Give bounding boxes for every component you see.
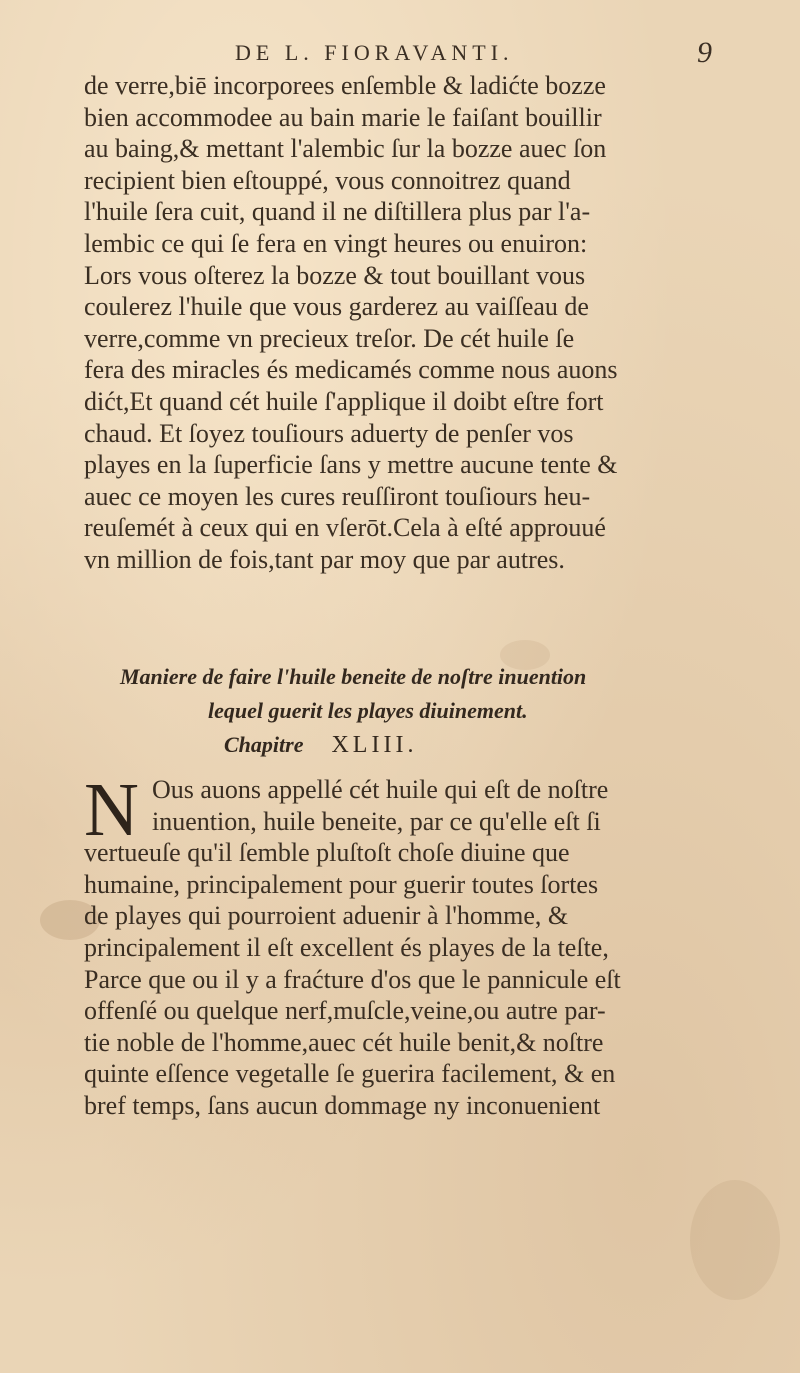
text-line: playes en la ſuperficie ſans y mettre aucune tente & xyxy=(84,450,618,480)
running-head: DE L. FIORAVANTI. xyxy=(235,40,514,65)
text-line: vn million de fois,tant par moy que par autres. xyxy=(84,544,565,574)
text-line: dićt,Et quand cét huile ſ'applique il doibt eſtre fort xyxy=(84,386,604,416)
text-line: inuention, huile beneite, par ce qu'elle eſt ſi xyxy=(152,806,601,836)
text-line: bref temps, ſans aucun dommage ny inconuenient xyxy=(84,1090,601,1120)
chapter-title-line-2: lequel guerit les playes diuinement. xyxy=(208,698,528,723)
page-header xyxy=(0,36,800,74)
text-line: de verre,biē incorporees enſemble & ladićte bozze xyxy=(84,71,606,100)
paper-stain xyxy=(690,1180,780,1300)
paragraph-2 xyxy=(84,768,734,1122)
text-line: lembic ce qui ſe fera en vingt heures ou enuiron: xyxy=(84,228,588,258)
text-line: reuſemét à ceux qui en vſerōt.Cela à eſté approuué xyxy=(84,513,606,543)
text-line: fera des miracles és medicamés comme nous auons xyxy=(84,355,618,385)
chapter-number-line xyxy=(0,728,800,762)
paragraph-1 xyxy=(84,70,734,576)
text-line: Parce que ou il y a fraćture d'os que le pannicule eſt xyxy=(84,964,621,994)
text-line: chaud. Et ſoyez touſiours aduerty de penſer vos xyxy=(84,418,574,448)
text-line: tie noble de l'homme,auec cét huile benit,& noſtre xyxy=(84,1027,604,1057)
chapter-number: XLIII. xyxy=(331,732,418,758)
drop-cap: N xyxy=(84,768,139,852)
text-line: auec ce moyen les cures reuſſiront touſiours heu- xyxy=(84,481,591,511)
text-line: Lors vous oſterez la bozze & tout bouillant vous xyxy=(84,260,586,290)
text-line: coulerez l'huile que vous garderez au vaiſſeau de xyxy=(84,292,589,322)
text-line: bien accommodee au bain marie le faiſant bouillir xyxy=(84,102,602,132)
text-line: recipient bien eſtouppé, vous connoitrez quand xyxy=(84,165,571,195)
text-line: quinte eſſence vegetalle ſe guerira facilement, & en xyxy=(84,1059,616,1089)
text-line: au baing,& mettant l'alembic ſur la bozze auec ſon xyxy=(84,134,607,164)
text-line: offenſé ou quelque nerf,muſcle,veine,ou autre par- xyxy=(84,996,606,1026)
chapter-label: Chapitre xyxy=(224,732,304,757)
text-line: de playes qui pourroient aduenir à l'homme, & xyxy=(84,901,569,931)
page-number: 9 xyxy=(697,36,712,69)
text-line: vertueuſe qu'il ſemble pluſtoſt choſe diuine que xyxy=(84,838,570,868)
text-line: verre,comme vn precieux treſor. De cét huile ſe xyxy=(84,323,575,353)
text-line: l'huile ſera cuit, quand il ne diſtillera plus par l'a- xyxy=(84,197,591,227)
text-line: principalement il eſt excellent és playes de la teſte, xyxy=(84,932,609,962)
chapter-title-line-1: Maniere de faire l'huile beneite de noſtre inuention xyxy=(120,664,587,689)
text-line: humaine, principalement pour guerir toutes ſortes xyxy=(84,869,599,899)
text-line: Ous auons appellé cét huile qui eſt de noſtre xyxy=(152,775,609,804)
chapter-heading xyxy=(0,660,800,762)
